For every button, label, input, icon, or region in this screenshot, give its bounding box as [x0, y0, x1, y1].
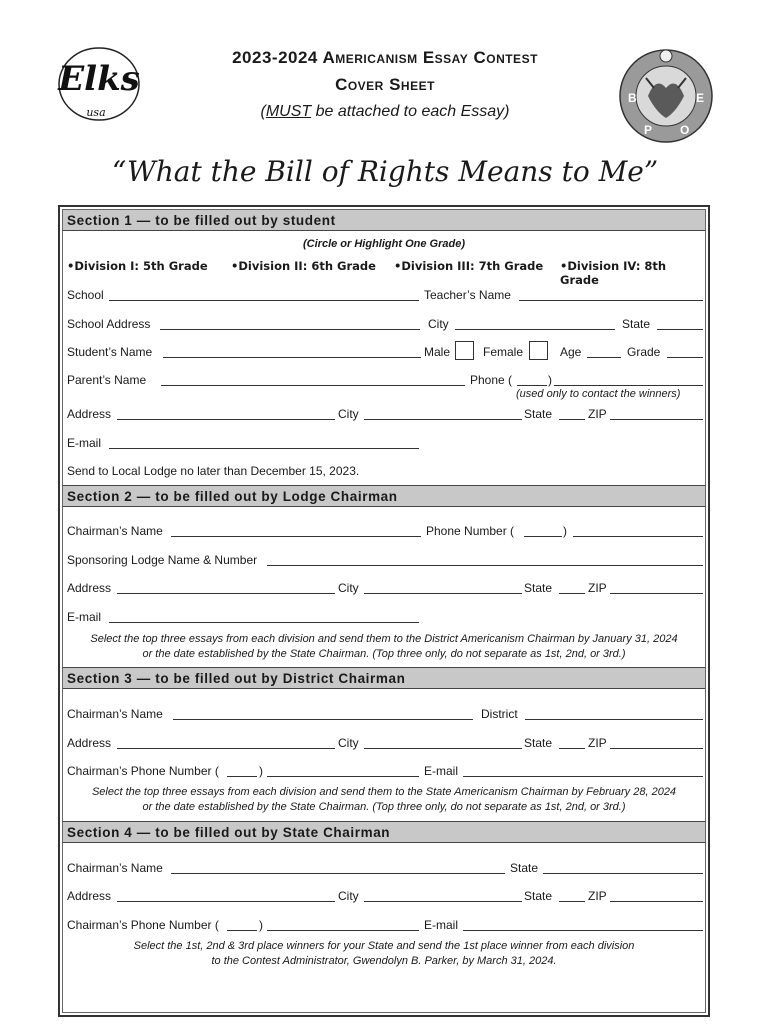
state-chairman-state-field[interactable]	[543, 873, 703, 874]
bpoe-seal-logo	[618, 48, 714, 144]
district-chairman-row	[67, 706, 701, 722]
state-field[interactable]	[559, 419, 585, 420]
state-phone-row: Chairman’s Phone Number ( ) E-mail	[67, 917, 701, 933]
chairman-name-field[interactable]	[173, 719, 473, 720]
student-name-label: Student’s Name	[67, 345, 153, 359]
state-phone-field[interactable]	[267, 930, 419, 931]
school-city-label: City	[428, 317, 449, 331]
email-field[interactable]	[109, 622, 419, 623]
chairman-name-label: Chairman’s Name	[67, 707, 163, 721]
division-1-option[interactable]: •Division I: 5th Grade	[67, 259, 208, 273]
district-area-code-field[interactable]	[227, 776, 257, 777]
title-line-2: Cover Sheet	[335, 75, 435, 94]
state-label: State	[524, 889, 553, 903]
circle-grade-note: (Circle or Highlight One Grade)	[303, 238, 465, 250]
state-field[interactable]	[559, 901, 585, 902]
division-4-option[interactable]: •Division IV: 8th Grade	[560, 259, 667, 287]
state-area-code-field[interactable]	[227, 930, 257, 931]
address-label: Address	[67, 407, 112, 421]
phone-area-code-field[interactable]	[517, 385, 547, 386]
district-address-row	[67, 735, 701, 751]
teacher-name-field[interactable]	[519, 300, 703, 301]
state-field[interactable]	[559, 593, 585, 594]
sponsoring-lodge-label: Sponsoring Lodge Name & Number	[67, 553, 258, 567]
state-label: State	[510, 861, 539, 875]
zip-field[interactable]	[610, 419, 703, 420]
city-field[interactable]	[364, 748, 522, 749]
title-line-1: 2023-2024 Americanism Essay Contest	[232, 48, 538, 67]
state-email-field[interactable]	[463, 930, 703, 931]
lodge-instructions: Select the top three essays from each division and send them to the District Americanism Chairman by January 31, 2024 or the date established by the State Chairman. (Top three only, do not separate as 1st, 2nd, or 3rd.)	[90, 633, 678, 660]
address-field[interactable]	[117, 593, 335, 594]
lodge-email-row	[67, 609, 701, 625]
zip-label: ZIP	[588, 889, 607, 903]
local-lodge-deadline: Send to Local Lodge no later than December 15, 2023.	[67, 464, 360, 478]
city-label: City	[338, 889, 359, 903]
parent-name-row: Parent’s Name Phone ( )	[67, 372, 701, 388]
teacher-name-label: Teacher’s Name	[424, 288, 511, 302]
chairman-phone-label: Chairman’s Phone Number (	[67, 764, 219, 778]
zip-label: ZIP	[588, 407, 607, 421]
student-name-field[interactable]	[163, 357, 421, 358]
district-instructions: Select the top three essays from each division and send them to the State Americanism Chairman by February 28, 2024 or the date established by the State Chairman. (Top three only, do not separate as 1st, 2nd, or 3rd.)	[91, 786, 677, 813]
seal-letter-e: E	[696, 91, 705, 105]
chairman-phone-field[interactable]	[573, 536, 703, 537]
email-field[interactable]	[109, 448, 419, 449]
email-label: E-mail	[67, 610, 102, 624]
chairman-name-label: Chairman’s Name	[67, 524, 163, 538]
division-2-option[interactable]: •Division II: 6th Grade	[231, 259, 376, 273]
zip-field[interactable]	[610, 748, 703, 749]
school-city-field[interactable]	[455, 329, 615, 330]
district-field[interactable]	[525, 719, 703, 720]
sponsoring-lodge-row	[67, 552, 701, 568]
chairman-area-code-field[interactable]	[524, 536, 562, 537]
division-3-option[interactable]: •Division III: 7th Grade	[394, 259, 544, 273]
must-text: MUST	[265, 103, 312, 120]
state-label: State	[524, 736, 553, 750]
usa-logo-text: usa	[86, 106, 106, 119]
state-field[interactable]	[559, 748, 585, 749]
cover-sheet-form	[58, 205, 710, 1017]
school-row	[67, 287, 701, 303]
school-state-label: State	[622, 317, 651, 331]
student-address-row	[67, 406, 701, 422]
section-4-header: Section 4 — to be filled out by State Chairman	[63, 821, 705, 843]
female-checkbox[interactable]	[529, 341, 548, 360]
chairman-name-field[interactable]	[171, 536, 421, 537]
district-email-field[interactable]	[463, 776, 703, 777]
lodge-address-row	[67, 580, 701, 596]
parent-name-label: Parent’s Name	[67, 373, 147, 387]
lodge-chairman-row: Chairman’s Name Phone Number ( )	[67, 523, 701, 539]
chairman-name-field[interactable]	[171, 873, 505, 874]
city-label: City	[338, 736, 359, 750]
school-address-label: School Address	[67, 317, 151, 331]
phone-usage-note: (used only to contact the winners)	[516, 388, 681, 400]
state-label: State	[524, 407, 553, 421]
state-instructions: Select the 1st, 2nd & 3rd place winners for your State and send the 1st place winner from each division to the Contest Administrator, Gwendolyn B. Parker, by March 31, 2024.	[133, 940, 635, 967]
seal-letter-p: P	[644, 123, 653, 137]
city-field[interactable]	[364, 419, 522, 420]
address-field[interactable]	[117, 748, 335, 749]
parent-name-field[interactable]	[161, 385, 465, 386]
chairman-phone-label: Chairman’s Phone Number (	[67, 918, 219, 932]
school-address-field[interactable]	[160, 329, 420, 330]
male-checkbox[interactable]	[455, 341, 474, 360]
seal-letter-o: O	[680, 123, 690, 137]
phone-number-label: Phone Number (	[426, 524, 515, 538]
phone-label: Phone (	[470, 373, 513, 387]
email-row	[67, 435, 701, 451]
sponsoring-lodge-field[interactable]	[267, 565, 703, 566]
address-field[interactable]	[117, 901, 335, 902]
email-label: E-mail	[424, 918, 459, 932]
city-field[interactable]	[364, 593, 522, 594]
age-field[interactable]	[587, 357, 621, 358]
grade-field[interactable]	[667, 357, 703, 358]
student-name-row	[67, 344, 701, 360]
age-label: Age	[560, 345, 582, 359]
district-label: District	[481, 707, 518, 721]
school-address-row	[67, 316, 701, 332]
district-phone-row: Chairman’s Phone Number ( ) E-mail	[67, 763, 701, 779]
zip-field[interactable]	[610, 593, 703, 594]
address-label: Address	[67, 581, 112, 595]
section-2-header: Section 2 — to be filled out by Lodge Chairman	[63, 485, 705, 507]
elks-usa-logo	[56, 42, 142, 122]
form-subtitle: (MUST be attached to each Essay)	[260, 103, 510, 120]
deadline-row	[67, 463, 701, 479]
zip-field[interactable]	[610, 901, 703, 902]
city-label: City	[338, 407, 359, 421]
form-title	[150, 44, 620, 98]
state-chairman-row	[67, 860, 701, 876]
chairman-name-label: Chairman’s Name	[67, 861, 163, 875]
email-label: E-mail	[424, 764, 459, 778]
address-label: Address	[67, 889, 112, 903]
male-label: Male	[424, 345, 451, 359]
grade-label: Grade	[627, 345, 661, 359]
seal-letter-b: B	[628, 91, 637, 105]
school-state-field[interactable]	[657, 329, 703, 330]
address-field[interactable]	[117, 419, 335, 420]
elks-logo-text: Elks	[58, 59, 140, 99]
female-label: Female	[483, 345, 524, 359]
city-field[interactable]	[364, 901, 522, 902]
address-label: Address	[67, 736, 112, 750]
section-3-header: Section 3 — to be filled out by District Chairman	[63, 667, 705, 689]
division-row	[67, 259, 701, 287]
zip-label: ZIP	[588, 581, 607, 595]
section-1-header: Section 1 — to be filled out by student	[63, 209, 705, 231]
state-label: State	[524, 581, 553, 595]
school-field[interactable]	[109, 300, 419, 301]
zip-label: ZIP	[588, 736, 607, 750]
essay-theme: “What the Bill of Rights Means to Me”	[111, 155, 659, 188]
email-label: E-mail	[67, 436, 102, 450]
city-label: City	[338, 581, 359, 595]
state-address-row	[67, 888, 701, 904]
phone-number-field[interactable]	[554, 385, 703, 386]
school-label: School	[67, 288, 104, 302]
district-phone-field[interactable]	[267, 776, 419, 777]
